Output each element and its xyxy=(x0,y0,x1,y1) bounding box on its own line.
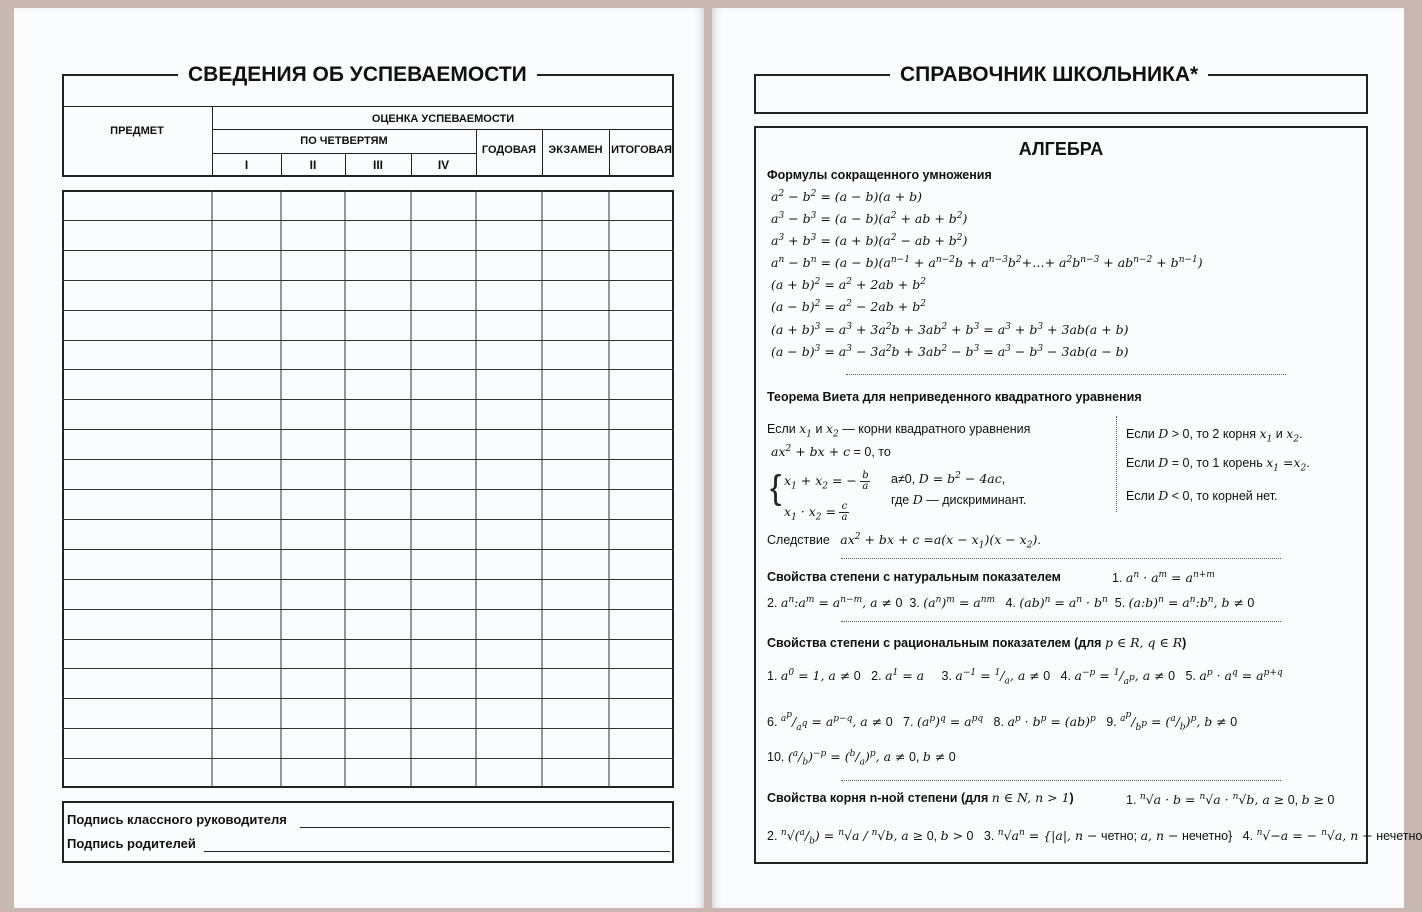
vieta-divider xyxy=(1116,416,1117,512)
formula-3: $a^3 + b^3 = (a + b)(a^2$ − ab + $b^2$) xyxy=(771,233,968,249)
formula-2: $a^3 - b^3 = (a - b)(a^2$ + ab + $b^2$) xyxy=(771,211,968,227)
signatures-box xyxy=(62,801,674,863)
natural-power-1: 1. $a^n \cdot a^m = a^{n+m}$ xyxy=(1112,570,1215,586)
vieta-condition: Если $x_1$ и $x_2$ — корни квадратного уравнения xyxy=(767,421,1031,440)
quarter-1-header: I xyxy=(244,158,249,172)
formula-8: $(a - b)^3 = a^3 - 3a^2b + 3ab^2 - b^3 = a^3 - b^3 - 3ab(a - b)$ xyxy=(771,344,1129,360)
algebra-box xyxy=(754,126,1422,864)
parents-signature-line[interactable] xyxy=(204,851,670,852)
separator xyxy=(841,621,1281,622)
grades-grid xyxy=(62,190,674,788)
vieta-product: $x_1 \cdot x_2 = c$ a xyxy=(784,501,848,523)
vieta-case-2: Если D = 0, то 1 корень $x_1 =x_2$. xyxy=(1126,455,1310,474)
quarter-4-header: IV xyxy=(437,158,450,172)
natural-power-rules: 2. $a^n:a^m = a^{n-m}$, a ≠ 0 3. $(a^n)^m = a^{nm}$ 4. $(ab)^n = a^n \cdot b^n$ 5. (a:b)$^n$ = $a^n:b^n$, b ≠ 0 xyxy=(767,595,1255,611)
exam-header: ЭКЗАМЕН xyxy=(548,144,603,156)
algebra-heading: АЛГЕБРА xyxy=(1018,139,1104,159)
formula-5: $(a + b)^2 = a^2 + 2ab + b^2$ xyxy=(771,277,926,293)
rational-power-row-3: 10. $(^a/_b)^{-p} = (^b/_a)^p$, a ≠ 0, b ≠ 0 xyxy=(767,749,956,768)
root-properties-title: Свойства корня n-ной степени (для n ∈ N, n > 1) xyxy=(767,790,1074,805)
quarter-3-header: III xyxy=(372,158,383,172)
quarters-header: ПО ЧЕТВЕРТЯМ xyxy=(300,135,388,147)
rational-power-row-1: 1. $a^0 = 1$, a ≠ 0 2. $a^1 = a$ 3. $a^{-1} = ^1/_a$, a ≠ 0 4. $a^{-p} = ^1/_{a^p}$, a ≠ 0 5. $a^p \cdot a^q = a^{p+q}$ xyxy=(767,668,1283,687)
root-properties-row: 2. $^n√(^a/_b) = ^n√a / ^n√b$, a ≥ 0, b > 0 3. $^n√a^n = \{|a|$, n − четно; a, n − нечетно} 4. $^n$√−a = − $^n$√a, n − нечетно xyxy=(767,828,1422,847)
vieta-sum: $x_1 + x_2$ = − b a xyxy=(784,470,869,492)
natural-power-title: Свойства степени с натуральным показателем xyxy=(767,570,1061,584)
root-property-1: 1. $^n$√a · b = $^n$√a · $^n$√b, a ≥ 0, b ≥ 0 xyxy=(1126,792,1335,808)
annual-header: ГОДОВАЯ xyxy=(481,144,537,156)
subject-header: ПРЕДМЕТ xyxy=(110,125,164,137)
separator xyxy=(846,374,1286,375)
separator xyxy=(841,558,1281,559)
quarter-2-header: II xyxy=(309,158,317,172)
abbreviated-multiplication-title: Формулы сокращенного умножения xyxy=(767,168,992,182)
vieta-case-1: Если D > 0, то 2 корня $x_1$ и $x_2$. xyxy=(1126,426,1303,445)
vieta-equation: $ax^2$ + bx + c = 0, то xyxy=(771,444,891,460)
formula-7: $(a + b)^3 = a^3 + 3a^2b + 3ab^2 + b^3 = a^3 + b^3 + 3ab(a + b)$ xyxy=(771,322,1129,338)
separator xyxy=(841,780,1281,781)
left-page-title: СВЕДЕНИЯ ОБ УСПЕВАЕМОСТИ xyxy=(178,63,537,87)
formula-6: $(a - b)^2 = a^2 - 2ab + b^2$ xyxy=(771,299,926,315)
system-brace: { xyxy=(770,469,782,507)
teacher-signature-line[interactable] xyxy=(300,827,670,828)
right-page xyxy=(712,8,1422,908)
vieta-consequence: Следствие $ax^2$ + bx + $c =a(x - x_1)(x - x_2)$. xyxy=(767,532,1041,551)
left-page xyxy=(14,8,704,908)
grade-header: ОЦЕНКА УСПЕВАЕМОСТИ xyxy=(371,113,515,125)
rational-power-row-2: 6. $^{a^p}/_{a^q} = a^{p-q}$, a ≠ 0 7. $(a^p)^q = a^{pq}$ 8. $a^p \cdot b^p = (ab)^p$ 9. $^{a^p}/_{b^p} = (^a/_b)^p$, b ≠ 0 xyxy=(767,710,1238,733)
parents-signature-label: Подпись родителей xyxy=(67,836,196,851)
right-page-title: СПРАВОЧНИК ШКОЛЬНИКА* xyxy=(890,63,1208,87)
teacher-signature-label: Подпись классного руководителя xyxy=(67,812,287,827)
vieta-case-3: Если D < 0, то корней нет. xyxy=(1126,488,1278,503)
vieta-discriminant: a≠0, $D = b^2 - 4ac$, xyxy=(891,471,1006,487)
multiplication-formulas xyxy=(771,189,1361,369)
vieta-theorem-title: Теорема Виета для неприведенного квадратного уравнения xyxy=(767,390,1142,404)
rational-power-title: Свойства степени с рациональным показателем (для p ∈ R, q ∈ R) xyxy=(767,635,1187,650)
formula-1: $a^2 - b^2 = (a - b)(a + b)$ xyxy=(771,189,923,205)
final-header: ИТОГОВАЯ xyxy=(611,144,672,156)
formula-4: $a^n - b^n = (a - b)(a^{n-1} + a^{n-2}b$ + $a^{n-3}b^2+\dots+ a^2b^{n-3} + ab^{n-2} + b^{n-1}$) xyxy=(771,255,1203,271)
vieta-where: где D — дискриминант. xyxy=(891,492,1027,507)
